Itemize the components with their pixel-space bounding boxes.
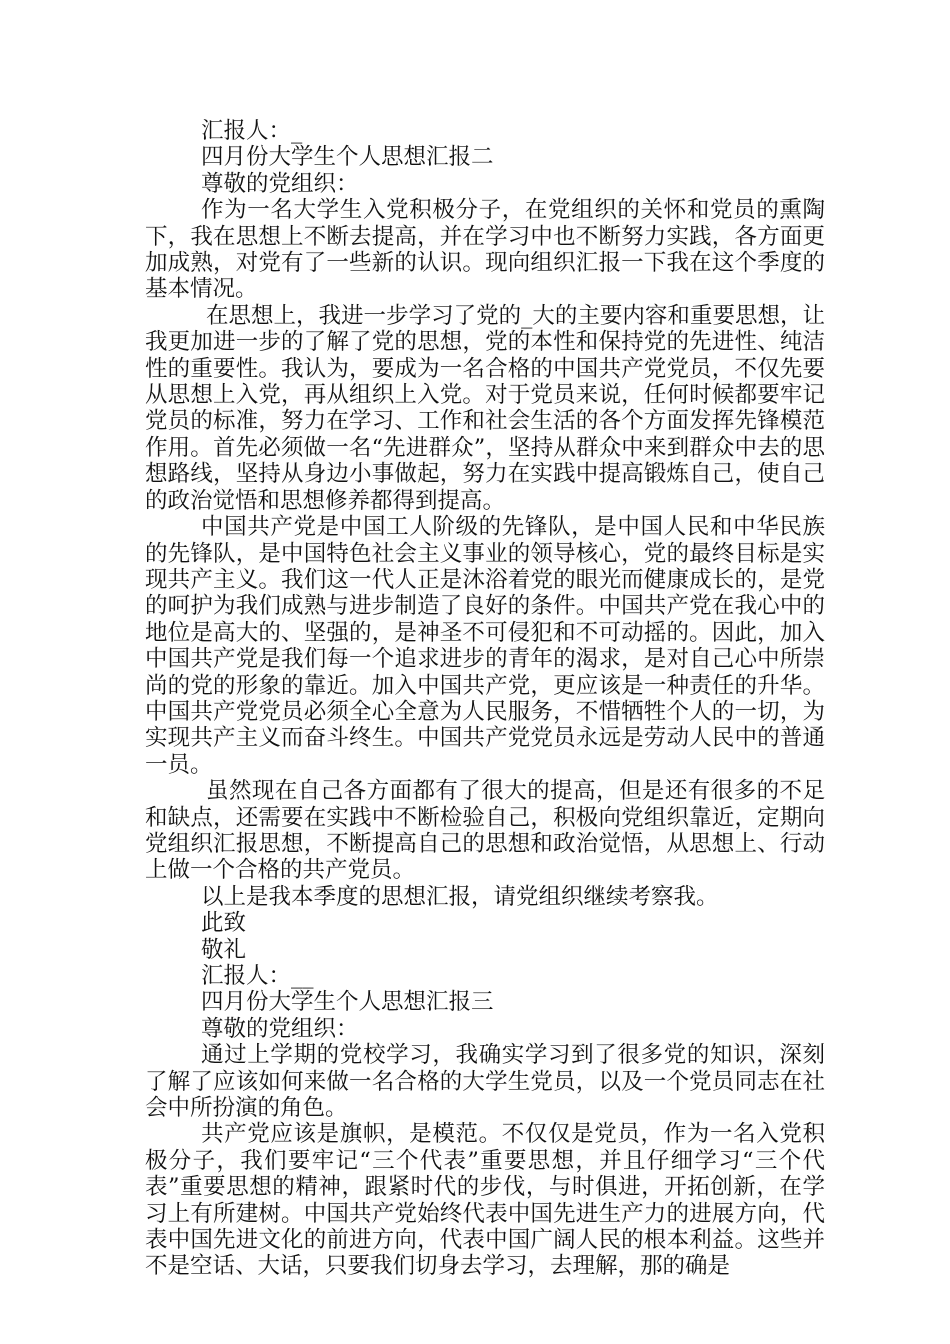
paragraph: 共产党应该是旗帜，是模范。不仅仅是党员，作为一名入党积极分子，我们要牢记“三个代表”重要思想，并且仔细学习“三个代表”重要思想的精神，跟紧时代的步伐，与时俱进，开拓创新，在学习上有所建树。中国共产党始终代表中国先进生产力的进展方向，代表中国先进文化的前进方向，代表中国广阔人民的根本利益。这些并不是空话、大话，只要我们切身去学习，去理解，那的确是 [145,1121,825,1280]
document-page [145,118,825,1280]
report-title: 四月份大学生个人思想汇报二 [201,144,494,171]
signature-line: 汇报人：_ [201,118,303,144]
salutation: 尊敬的党组织： [201,1015,359,1042]
paragraph: 以上是我本季度的思想汇报，请党组织继续考察我。 [201,883,719,910]
closing-line: 此致 [201,910,247,937]
paragraph: 作为一名大学生入党积极分子，在党组织的关怀和党员的熏陶下，我在思想上不断去提高，并在学习中也不断努力实践，各方面更加成熟，对党有了一些新的认识。现向组织汇报一下我在这个季度的基本情况。 [145,197,825,303]
closing-line: 敬礼 [201,936,247,963]
salutation: 尊敬的党组织： [201,170,359,197]
paragraph: 中国共产党是中国工人阶级的先锋队，是中国人民和中华民族的先锋队，是中国特色社会主义事业的领导核心，党的最终目标是实现共产主义。我们这一代人正是沐浴着党的眼光而健康成长的，是党的呵护为我们成熟与进步制造了良好的条件。中国共产党在我心中的地位是高大的、坚强的，是神圣不可侵犯和不可动摇的。因此，加入中国共产党是我们每一个追求进步的青年的渴求，是对自己心中所崇尚的党的形象的靠近。加入中国共产党，更应该是一种责任的升华。中国共产党党员必须全心全意为人民服务，不惜牺牲个人的一切，为实现共产主义而奋斗终生。中国共产党党员永远是劳动人民中的普通一员。 [145,514,825,778]
paragraph: 虽然现在自己各方面都有了很大的提高，但是还有很多的不足和缺点，还需要在实践中不断检验自己，积极向党组织靠近，定期向党组织汇报思想，不断提高自己的思想和政治觉悟，从思想上、行动上做一个合格的共产党员。 [145,778,825,884]
signature-line: 汇报人：__ [201,963,314,989]
paragraph: 在思想上，我进一步学习了党的_大的主要内容和重要思想，让我更加进一步的了解了党的思想，党的本性和保持党的先进性、纯洁性的重要性。我认为，要成为一名合格的中国共产党党员，不仅先要从思想上入党，再从组织上入党。对于党员来说，任何时候都要牢记党员的标准，努力在学习、工作和社会生活的各个方面发挥先锋模范作用。首先必须做一名“先进群众”，坚持从群众中来到群众中去的思想路线，坚持从身边小事做起，努力在实践中提高锻炼自己，使自己的政治觉悟和思想修养都得到提高。 [145,302,825,514]
report-title: 四月份大学生个人思想汇报三 [201,989,494,1016]
paragraph: 通过上学期的党校学习，我确实学习到了很多党的知识，深刻了解了应该如何来做一名合格的大学生党员，以及一个党员同志在社会中所扮演的角色。 [145,1042,825,1122]
